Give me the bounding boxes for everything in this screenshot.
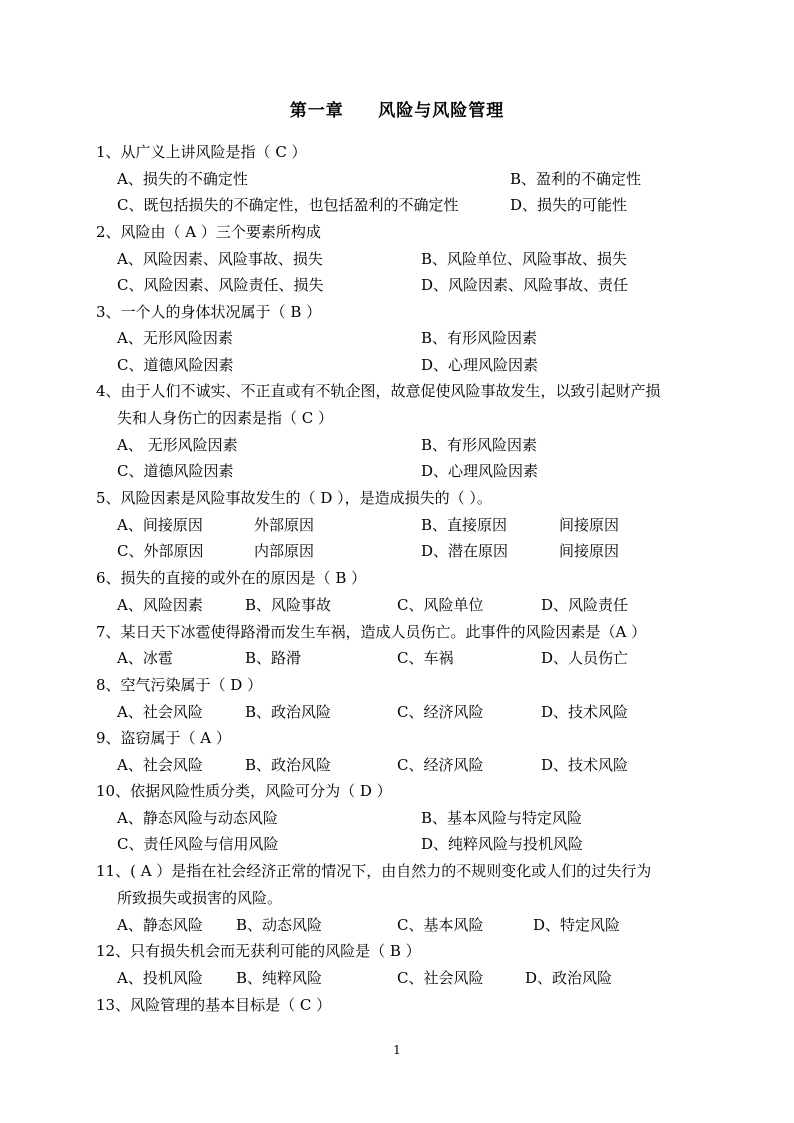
- q12-option-a: A、投机风险: [117, 969, 203, 987]
- q8-option-a: A、社会风险: [117, 703, 203, 721]
- q9-option-c: C、经济风险: [397, 756, 484, 774]
- q1-option-d: D、损失的可能性: [510, 196, 628, 214]
- q5-option-d1: D、潜在原因: [421, 542, 509, 560]
- q2-option-b: B、风险单位、风险事故、损失: [421, 250, 628, 268]
- question-4-line-1: 4、由于人们不诚实、不正直或有不轨企图，故意促使风险事故发生，以致引起财产损: [96, 382, 661, 400]
- q4-option-b: B、有形风险因素: [421, 436, 538, 454]
- q12-option-b: B、纯粹风险: [236, 969, 323, 987]
- question-12: 12、只有损失机会而无获利可能的风险是（ B ）: [96, 942, 421, 960]
- q6-option-b: B、风险事故: [245, 596, 332, 614]
- q8-option-c: C、经济风险: [397, 703, 484, 721]
- chapter-title: 第一章 风险与风险管理: [289, 101, 505, 121]
- q1-option-c: C、既包括损失的不确定性，也包括盈利的不确定性: [117, 196, 459, 214]
- q7-option-b: B、路滑: [245, 649, 302, 667]
- q4-option-d: D、心理风险因素: [421, 462, 539, 480]
- q5-option-a2: 外部原因: [254, 516, 315, 534]
- q6-option-a: A、风险因素: [117, 596, 203, 614]
- q6-option-d: D、风险责任: [541, 596, 629, 614]
- q7-option-a: A、冰雹: [117, 649, 173, 667]
- q4-option-a: A、 无形风险因素: [117, 436, 238, 454]
- q1-option-a: A、损失的不确定性: [117, 170, 248, 188]
- question-13: 13、风险管理的基本目标是（ C ）: [96, 996, 332, 1014]
- q8-option-d: D、技术风险: [541, 703, 629, 721]
- question-5: 5、风险因素是风险事故发生的（ D ），是造成损失的（ ）。: [96, 489, 492, 507]
- q5-option-c1: C、外部原因: [117, 542, 204, 560]
- q9-option-d: D、技术风险: [541, 756, 629, 774]
- q12-option-c: C、社会风险: [397, 969, 484, 987]
- q11-option-d: D、特定风险: [533, 916, 621, 934]
- question-10: 10、依据风险性质分类，风险可分为（ D ）: [96, 782, 392, 800]
- page-number: 1: [393, 1043, 401, 1057]
- question-8: 8、空气污染属于（ D ）: [96, 676, 263, 694]
- q10-option-c: C、责任风险与信用风险: [117, 835, 279, 853]
- q1-option-b: B、盈利的不确定性: [510, 170, 642, 188]
- q7-option-c: C、车祸: [397, 649, 454, 667]
- question-2: 2、风险由（ A ）三个要素所构成: [96, 223, 321, 241]
- question-11-line-1: 11、( A ）是指在社会经济正常的情况下，由自然力的不规则变化或人们的过失行为: [96, 862, 652, 880]
- q4-option-c: C、道德风险因素: [117, 462, 234, 480]
- q11-option-c: C、基本风险: [397, 916, 484, 934]
- q10-option-b: B、基本风险与特定风险: [421, 809, 583, 827]
- q11-option-a: A、静态风险: [117, 916, 203, 934]
- q3-option-b: B、有形风险因素: [421, 329, 538, 347]
- question-9: 9、盗窃属于（ A ）: [96, 729, 231, 747]
- q2-option-d: D、风险因素、风险事故、责任: [421, 276, 629, 294]
- q2-option-c: C、风险因素、风险责任、损失: [117, 276, 324, 294]
- q10-option-a: A、静态风险与动态风险: [117, 809, 278, 827]
- q9-option-a: A、社会风险: [117, 756, 203, 774]
- question-1: 1、从广义上讲风险是指（ C ）: [96, 143, 307, 161]
- q7-option-d: D、人员伤亡: [541, 649, 629, 667]
- q5-option-b1: B、直接原因: [421, 516, 508, 534]
- question-6: 6、损失的直接的或外在的原因是（ B ）: [96, 569, 367, 587]
- question-4-line-2: 失和人身伤亡的因素是指（ C ）: [117, 409, 334, 427]
- q2-option-a: A、风险因素、风险事故、损失: [117, 250, 323, 268]
- q11-option-b: B、动态风险: [236, 916, 323, 934]
- q6-option-c: C、风险单位: [397, 596, 484, 614]
- q10-option-d: D、纯粹风险与投机风险: [421, 835, 584, 853]
- q8-option-b: B、政治风险: [245, 703, 332, 721]
- q5-option-c2: 内部原因: [254, 542, 315, 560]
- q3-option-d: D、心理风险因素: [421, 356, 539, 374]
- q9-option-b: B、政治风险: [245, 756, 332, 774]
- question-7: 7、某日天下冰雹使得路滑而发生车祸，造成人员伤亡。此事件的风险因素是（A ）: [96, 623, 647, 641]
- q12-option-d: D、政治风险: [525, 969, 613, 987]
- q5-option-b2: 间接原因: [559, 516, 620, 534]
- question-11-line-2: 所致损失或损害的风险。: [117, 889, 283, 907]
- q5-option-a1: A、间接原因: [117, 516, 203, 534]
- q5-option-d2: 间接原因: [559, 542, 620, 560]
- question-3: 3、一个人的身体状况属于（ B ）: [96, 303, 322, 321]
- q3-option-c: C、道德风险因素: [117, 356, 234, 374]
- q3-option-a: A、无形风险因素: [117, 329, 233, 347]
